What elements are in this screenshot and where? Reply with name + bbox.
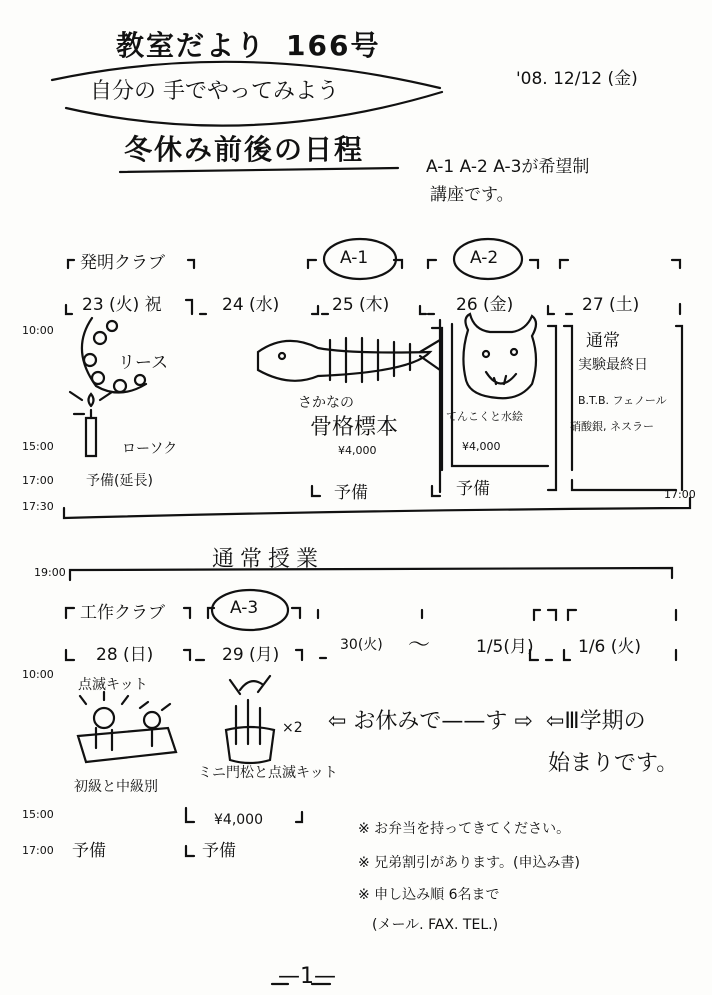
silver-nitrate: 硝酸銀, ネスラー [570, 420, 654, 433]
reserve-extension: 予備(延長) [86, 473, 153, 489]
time-label: 10:00 [22, 668, 54, 681]
day-jan5: 1/5(月) [476, 637, 534, 657]
issue-date: '08. 12/12 (金) [516, 69, 638, 89]
time-label: 15:00 [22, 808, 54, 821]
last-experiment-day: 実験最終日 [578, 357, 648, 373]
day-30: 30(火) [340, 637, 383, 653]
reserve-a1: 予備 [334, 483, 368, 503]
note-sibling-discount: ※ 兄弟割引があります。(申込み書) [358, 855, 580, 871]
time-label: 17:00 [22, 474, 54, 487]
candle-label: ローソク [122, 441, 178, 457]
newsletter-title: 教室だより [116, 29, 267, 62]
fish-label: さかなの [298, 395, 354, 411]
term3-message: ⇦Ⅲ学期の [546, 709, 646, 734]
day-24: 24 (水) [222, 295, 280, 315]
reserve-a2: 予備 [456, 479, 490, 499]
time-label: 10:00 [22, 324, 54, 337]
time-label: 17:00 [22, 844, 54, 857]
term3-start: 始まりです。 [548, 751, 679, 776]
time-label: 17:00 [664, 488, 696, 501]
day-23: 23 (火) 祝 [82, 295, 162, 315]
day-jan6: 1/6 (火) [578, 637, 642, 657]
times-two: ×2 [282, 720, 303, 736]
blink-kit-label: 点滅キット [78, 677, 148, 693]
course-a1-label: A-1 [340, 248, 369, 268]
price-a3: ¥4,000 [214, 812, 263, 828]
schedule-heading: 冬休み前後の日程 [124, 133, 365, 166]
day-29: 29 (月) [222, 645, 280, 665]
reserve-craft: 予備 [72, 841, 106, 861]
regular-class-label: 通常授業 [212, 547, 325, 572]
note-contact-methods: (メール. FAX. TEL.) [372, 917, 499, 933]
craft-club-label: 工作クラブ [80, 603, 165, 623]
time-label: 15:00 [22, 440, 54, 453]
wreath-label: リース [118, 353, 169, 373]
regular-label: 通常 [586, 331, 620, 351]
tilde: 〜 [408, 633, 431, 658]
reserve-a3: 予備 [202, 841, 236, 861]
day-27: 27 (土) [582, 295, 640, 315]
kadomatsu-label: ミニ門松と点滅キット [198, 765, 338, 781]
time-label: 17:30 [22, 500, 54, 513]
course-a2-label: A-2 [470, 248, 499, 268]
note-lunch: ※ お弁当を持ってきてください。 [358, 821, 571, 837]
holiday-message: ⇦ お休みで——す ⇨ [328, 709, 533, 734]
price-a1: ¥4,000 [338, 444, 377, 457]
elective-note-line1: A-1 A-2 A-3が希望制 [426, 157, 590, 177]
day-26: 26 (金) [456, 295, 514, 315]
price-a2: ¥4,000 [462, 440, 501, 453]
beginner-intermediate: 初級と中級別 [74, 779, 158, 795]
skeleton-specimen-label: 骨格標本 [310, 415, 399, 440]
elective-note-line2: 講座です。 [430, 185, 514, 205]
invention-club-label: 発明クラブ [80, 253, 165, 273]
course-a3-label: A-3 [230, 598, 259, 618]
page-number: —1— [278, 964, 336, 989]
tenkoku-label: てんこくと水絵 [446, 410, 523, 423]
note-first-come: ※ 申し込み順 6名まで [358, 887, 500, 903]
day-25: 25 (木) [332, 295, 390, 315]
time-label: 19:00 [34, 566, 66, 579]
issue-number: 166号 [286, 29, 381, 62]
day-28: 28 (日) [96, 645, 154, 665]
btb-phenol: B.T.B. フェノール [578, 394, 667, 407]
banner-subtitle: 自分の 手でやってみよう [90, 79, 339, 104]
